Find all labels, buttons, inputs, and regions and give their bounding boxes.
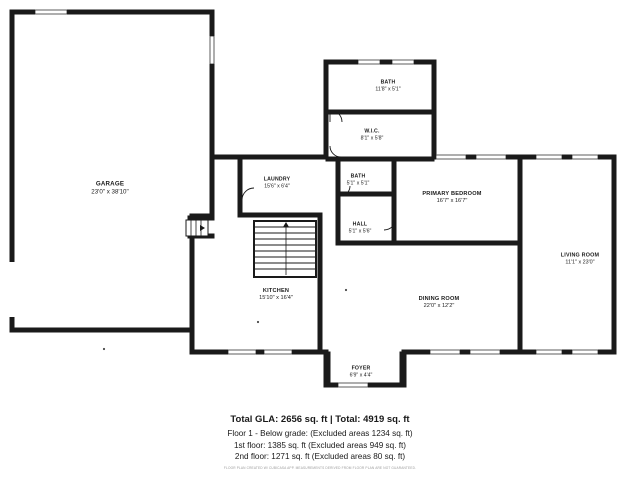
room-name: KITCHEN <box>262 288 290 295</box>
second-floor-line: 2nd floor: 1271 sq. ft (Excluded areas 80 sq. ft) <box>234 452 406 462</box>
room-dimensions: 5'1" x 5'6" <box>348 228 372 234</box>
room-name: BATH <box>380 79 396 86</box>
staircase <box>254 221 316 277</box>
total-gla-line: Total GLA: 2656 sq. ft | Total: 4919 sq. ft <box>230 414 410 425</box>
room-dimensions: 8'1" x 5'8" <box>360 135 384 141</box>
disclaimer-text: FLOOR PLAN CREATED W/ CUBICASA APP. MEASUREMENTS DERIVED FROM FLOOR PLAN ARE NOT GUARANTEED. <box>223 466 417 470</box>
first-floor-line: 1st floor: 1385 sq. ft (Excluded areas 949 sq. ft) <box>233 440 407 450</box>
room-name: LIVING ROOM <box>560 252 600 259</box>
room-name: W.I.C. <box>364 128 380 135</box>
room-name: PRIMARY BEDROOM <box>422 191 482 198</box>
room-dimensions: 23'0" x 38'10" <box>91 188 129 195</box>
room-dimensions: 15'6" x 6'4" <box>264 183 290 189</box>
area-summary <box>0 414 640 463</box>
room-dimensions: 22'0" x 12'2" <box>423 303 455 309</box>
room-dimensions: 6'9" x 4'4" <box>349 372 373 378</box>
room-dimensions: 5'1" x 5'1" <box>346 180 370 186</box>
room-dimensions: 11'1" x 23'0" <box>565 259 595 265</box>
garage-entry-steps <box>186 220 208 236</box>
room-name: GARAGE <box>95 180 125 188</box>
room-name: HALL <box>352 221 368 228</box>
room-dimensions: 11'8" x 5'1" <box>375 86 401 92</box>
room-name: BATH <box>350 173 366 180</box>
garage-structure <box>10 10 215 351</box>
room-name: LAUNDRY <box>263 176 291 183</box>
room-name: FOYER <box>351 365 371 372</box>
room-dimensions: 15'10" x 16'4" <box>259 295 293 301</box>
below-grade-line: Floor 1 - Below grade: (Excluded areas 1234 sq. ft) <box>227 429 413 438</box>
room-name: DINING ROOM <box>418 296 460 303</box>
room-dimensions: 16'7" x 16'7" <box>436 198 468 204</box>
